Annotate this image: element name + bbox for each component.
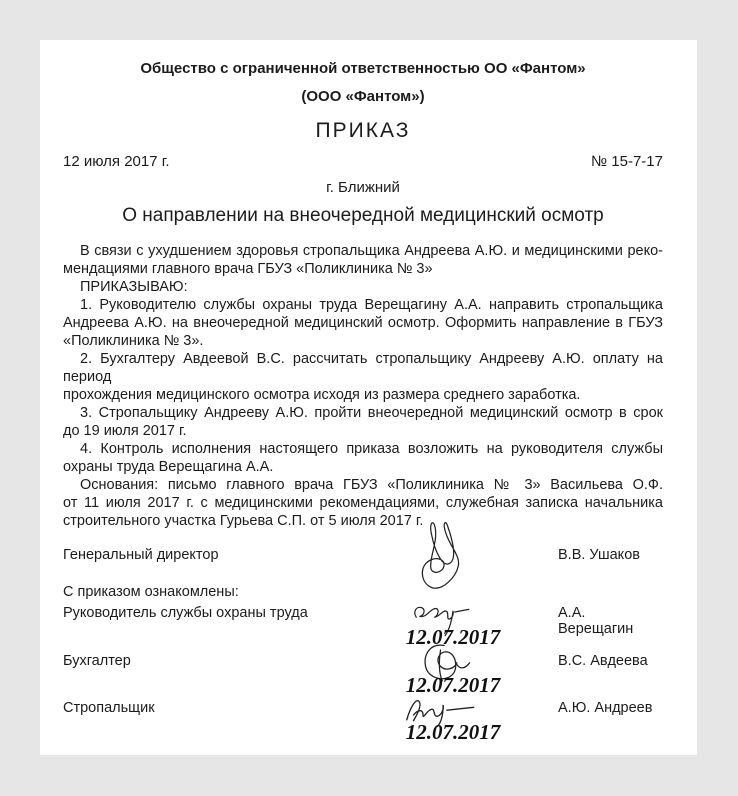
signer-role: Стропальщик xyxy=(63,700,155,716)
document-body xyxy=(63,242,663,530)
document-title: О направлении на внеочередной медицинский осмотр xyxy=(122,205,604,226)
paragraph-line: «Поликлиника № 3». xyxy=(63,333,204,349)
document-place: г. Ближний xyxy=(326,179,400,196)
paragraph xyxy=(63,404,663,440)
paragraph-line: мендациями главного врача ГБУЗ «Поликлиника № 3» xyxy=(63,261,433,277)
signature-date: 12.07.2017 xyxy=(405,720,501,744)
paragraph-line: строительного участка Гурьева С.П. от 5 июля 2017 г. xyxy=(63,513,424,529)
ushakov-signature-icon xyxy=(413,517,475,592)
paragraph-line: Андреева А.Ю. на внеочередной медицинский осмотр. Оформить направление в ГБУЗ xyxy=(63,315,663,331)
signature-date: 12.07.2017 xyxy=(405,673,501,697)
paragraph-line: до 19 июля 2017 г. xyxy=(63,423,187,439)
paragraph-line: от 11 июля 2017 г. с медицинскими рекомендациями, служебная записка начальника xyxy=(63,495,663,511)
paragraph-line: 2. Бухгалтеру Авдеевой В.С. рассчитать стропальщику Андрееву А.Ю. оплату на период xyxy=(63,351,663,385)
paragraph-line: В связи с ухудшением здоровья стропальщика Андреева А.Ю. и медицинскими реко- xyxy=(80,243,663,259)
signature-row-director xyxy=(63,547,663,584)
signature-row-slinger xyxy=(63,700,663,745)
paragraph-line: Основания: письмо главного врача ГБУЗ «Поликлиника № 3» Васильева О.Ф. xyxy=(80,477,663,493)
paragraph-line: 1. Руководителю службы охраны труда Верещагину А.А. направить стропальщика xyxy=(80,297,663,313)
signer-name: В.С. Авдеева xyxy=(558,653,648,669)
signer-name: В.В. Ушаков xyxy=(558,547,640,563)
acknowledged-heading: С приказом ознакомлены: xyxy=(63,584,239,600)
document-type-heading: ПРИКАЗ xyxy=(315,119,411,142)
signature-block xyxy=(63,547,663,745)
signer-name: А.А. Верещагин xyxy=(558,605,634,637)
order-document-page xyxy=(40,40,697,755)
signature-cell xyxy=(373,700,533,745)
organization-short-name: (ООО «Фантом») xyxy=(301,88,425,105)
signature-date: 12.07.2017 xyxy=(405,625,501,649)
paragraph-line: 4. Контроль исполнения настоящего приказа возложить на руководителя службы xyxy=(80,441,663,457)
organization-full-name: Общество с ограниченной ответственностью ОО «Фантом» xyxy=(140,60,586,77)
paragraph xyxy=(63,278,663,296)
signer-role: Генеральный директор xyxy=(63,547,219,563)
signature-row-accountant xyxy=(63,653,663,700)
signer-name: А.Ю. Андреев xyxy=(558,700,653,716)
paragraph-line: охраны труда Верещагина А.А. xyxy=(63,459,274,475)
date-number-row xyxy=(63,153,663,170)
paragraph xyxy=(63,350,663,404)
paragraph xyxy=(63,242,663,278)
paragraph xyxy=(63,440,663,476)
paragraph-line: ПРИКАЗЫВАЮ: xyxy=(80,279,188,295)
paragraph xyxy=(63,296,663,350)
signature-cell xyxy=(373,547,533,584)
paragraph xyxy=(63,476,663,530)
signer-role: Руководитель службы охраны труда xyxy=(63,605,308,621)
signature-row-safety-head xyxy=(63,605,663,653)
paragraph-line: прохождения медицинского осмотра исходя из размера среднего заработка. xyxy=(63,387,581,403)
paragraph-line: 3. Стропальщику Андрееву А.Ю. пройти внеочередной медицинский осмотр в срок xyxy=(80,405,663,421)
signer-role: Бухгалтер xyxy=(63,653,131,669)
document-number: № 15-7-17 xyxy=(591,153,663,170)
document-date: 12 июля 2017 г. xyxy=(63,153,170,170)
